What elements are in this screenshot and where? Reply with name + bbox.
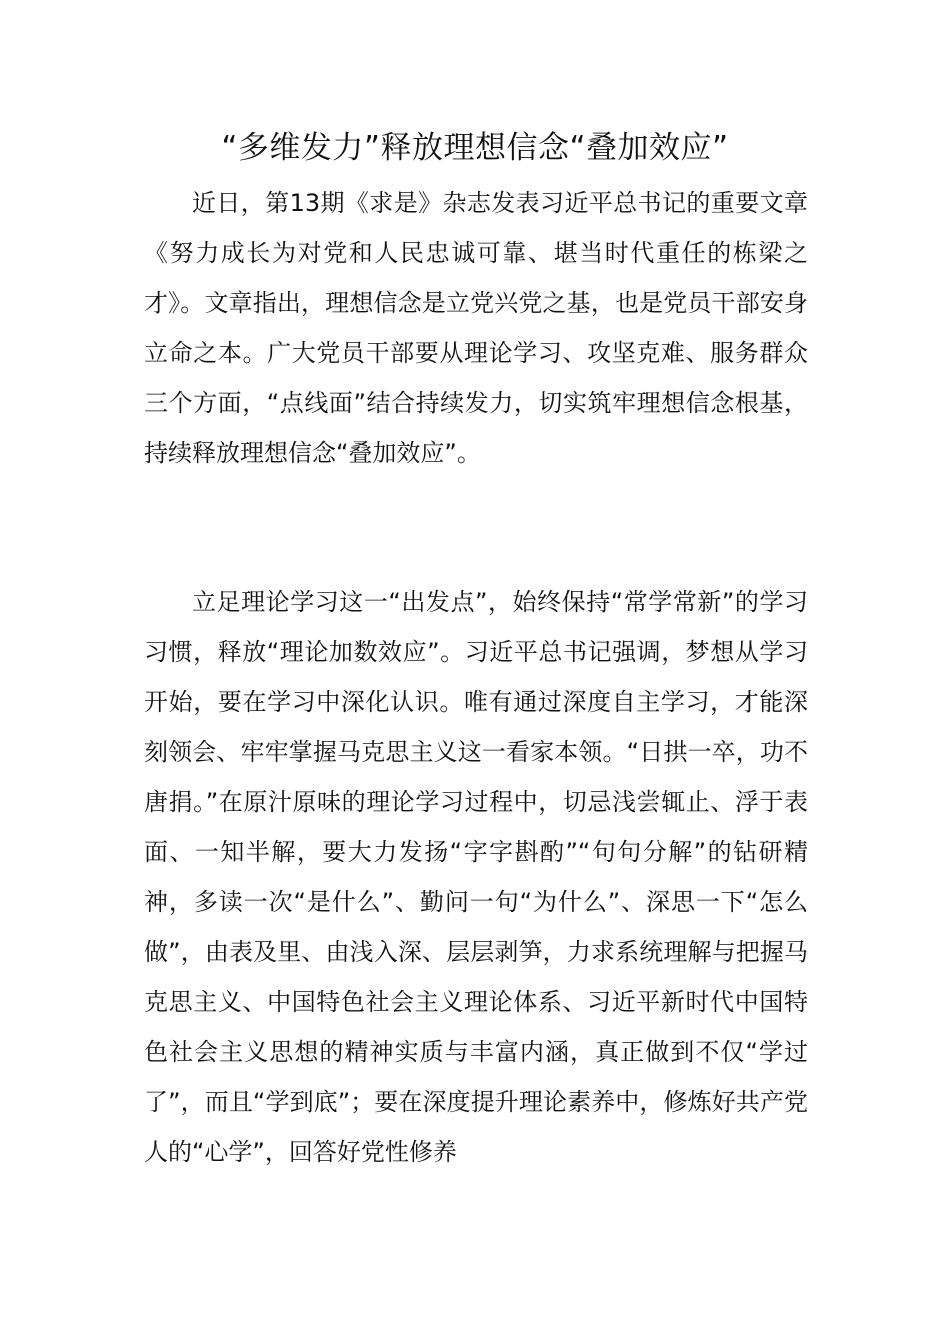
paragraph-theory-study: 立足理论学习这一“出发点”，始终保持“常学常新”的学习习惯，释放“理论加数效应”。习近平总书记强调，梦想从学习开始，要在学习中深化认识。唯有通过深度自主学习，才能深刻领会、牢牢掌握马克思主义这一看家本领。“日拱一卒，功不唐捐。”在原汁原味的理论学习过程中，切忌浅尝辄止、浮于表面、一知半解，要大力发扬“字字斟酌”“句句分解”的钻研精神，多读一次“是什么”、勤问一句“为什么”、深思一下“怎么做”，由表及里、由浅入深、层层剥笋，力求系统理解与把握马克思主义、中国特色社会主义理论体系、习近平新时代中国特色社会主义思想的精神实质与丰富内涵，真正做到不仅“学过了”，而且“学到底”；要在深度提升理论素养中，修炼好共产党人的“心学”，回答好党性修养 bbox=[144, 588, 808, 1166]
document-title: “多维发力”释放理想信念“叠加效应” bbox=[221, 130, 729, 166]
paragraph-intro: 近日，第13期《求是》杂志发表习近平总书记的重要文章《努力成长为对党和人民忠诚可靠、堪当时代重任的栋梁之才》。文章指出，理想信念是立党兴党之基，也是党员干部安身立命之本。广大党员干部要从理论学习、攻坚克难、服务群众三个方面，“点线面”结合持续发力，切实筑牢理想信念根基，持续释放理想信念“叠加效应”。 bbox=[144, 189, 808, 467]
